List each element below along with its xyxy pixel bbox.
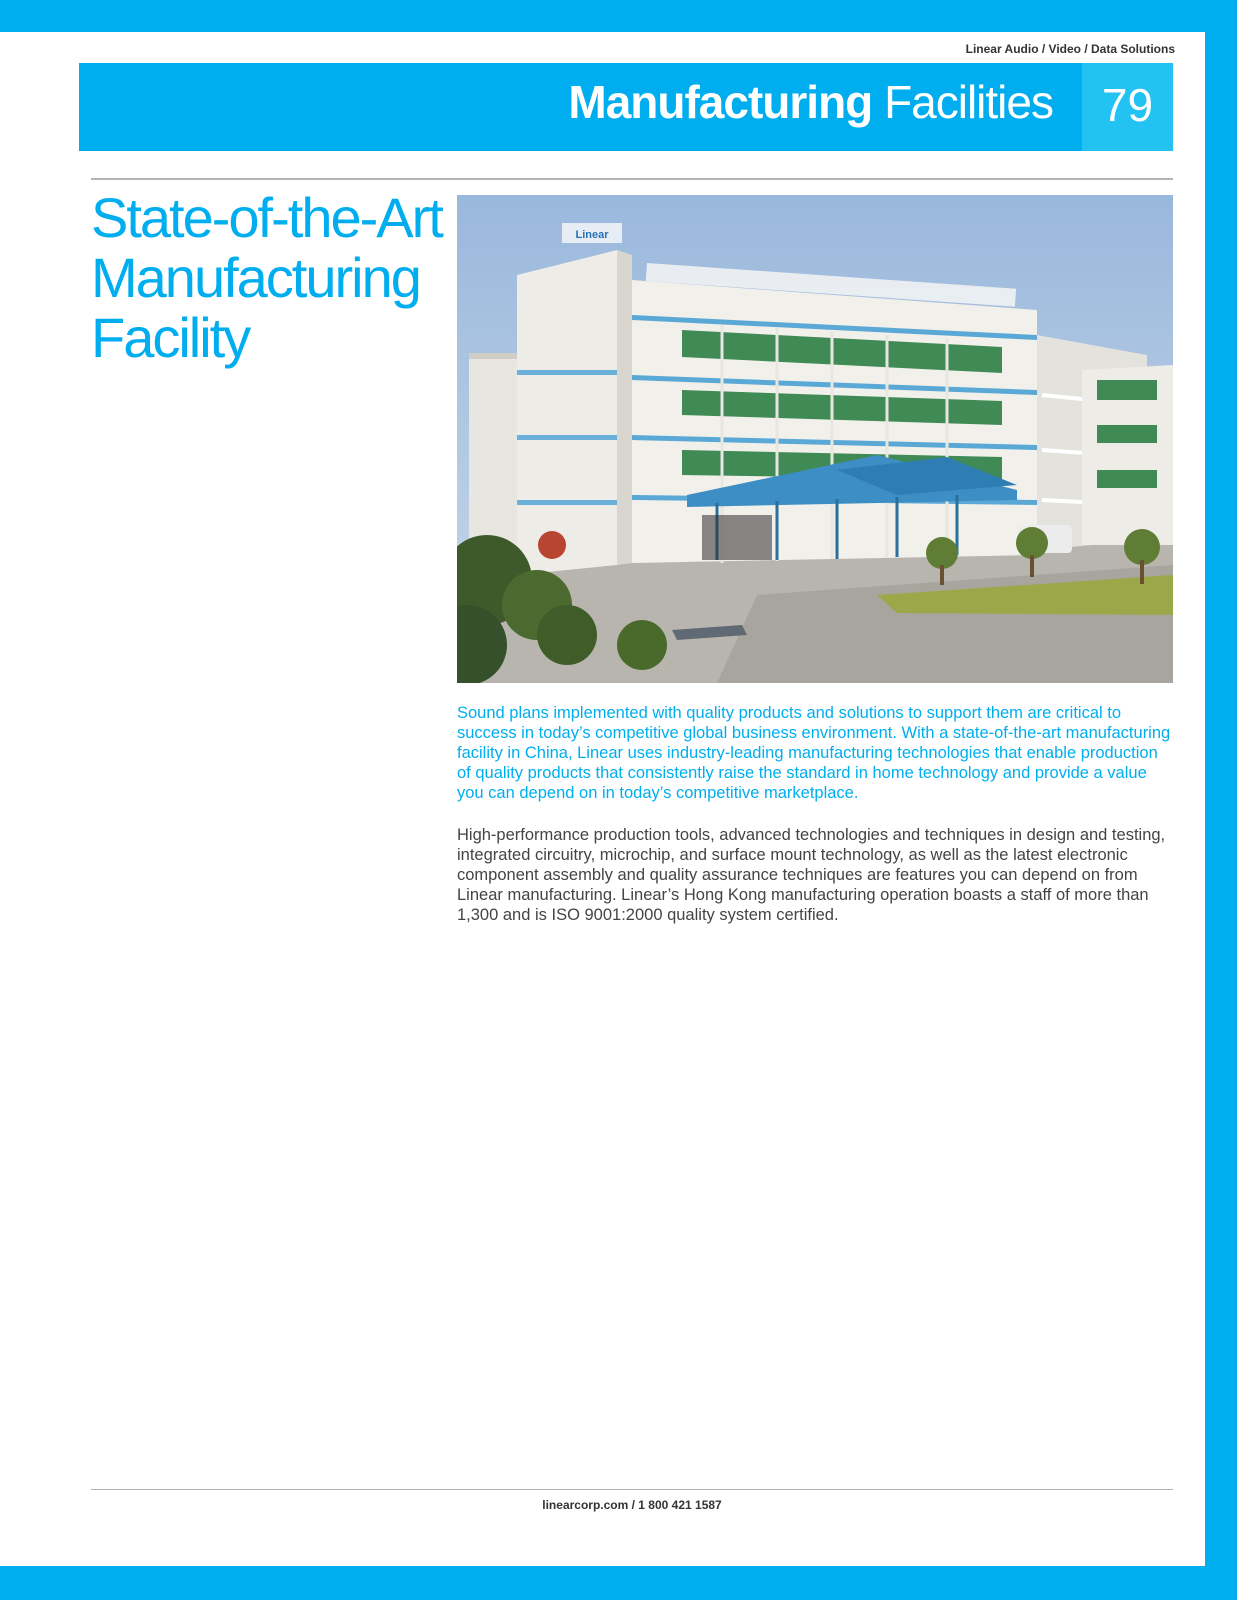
page-title-bold: Manufacturing [568,76,873,128]
section-heading-line-1: State-of-the-Art [91,186,442,249]
factory-photo [457,195,1173,683]
header-tagline: Linear Audio / Video / Data Solutions [965,42,1175,56]
top-divider [91,178,1173,180]
section-heading [91,188,451,368]
intro-paragraph: Sound plans implemented with quality products and solutions to support them are critical to success in today’s competitive global business environment. With a state-of-the-art manufacturing facility in China, Linear uses industry-leading manufacturing technologies that enable production of quality products that consistently raise the standard in home technology and provide a value you can depend on in today’s competitive marketplace. [457,704,1171,802]
bottom-divider [91,1489,1173,1490]
bottom-border-bar [0,1566,1237,1600]
page-number: 79 [1082,63,1173,151]
section-heading-line-2: Manufacturing [91,246,420,309]
page-title [568,75,1053,129]
page-title-light: Facilities [884,76,1053,128]
body-paragraph: High-performance production tools, advanced technologies and techniques in design and testing, integrated circuitry, microchip, and surface mount technology, as well as the latest electronic component assembly and quality assurance techniques are features you can depend on from Linear manufacturing. Linear’s Hong Kong manufacturing operation boasts a staff of more than 1,300 and is ISO 9001:2000 quality system certified. [457,826,1166,924]
footer-contact: linearcorp.com / 1 800 421 1587 [542,1498,722,1512]
top-border-bar [0,0,1237,32]
roof-sign-logo: Linear [575,229,609,241]
title-banner [79,63,1173,151]
right-border-bar [1205,0,1237,1600]
section-heading-line-3: Facility [91,306,250,369]
